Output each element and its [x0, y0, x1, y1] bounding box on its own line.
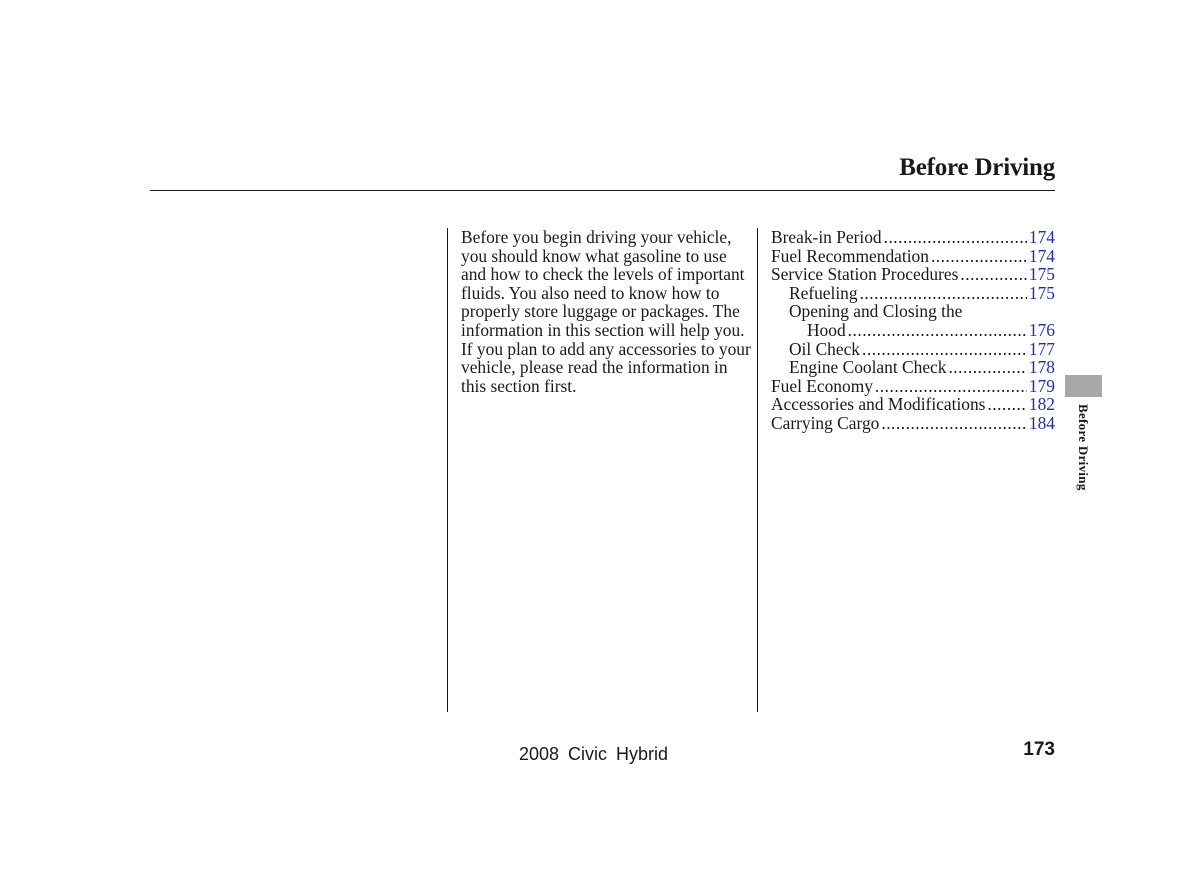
toc-page-link[interactable]: 176 — [1028, 319, 1055, 340]
toc-page-link[interactable]: 175 — [1028, 264, 1055, 285]
toc-item-title: Accessories and Modifications — [771, 394, 986, 415]
toc-dot-leader — [862, 340, 1027, 359]
toc-item-oil-check[interactable] — [771, 340, 1055, 359]
toc-item-title-continuation: Hood — [807, 319, 846, 340]
toc-item-refueling[interactable] — [771, 284, 1055, 303]
toc-page-link[interactable]: 184 — [1028, 412, 1055, 433]
toc-page-link[interactable]: 178 — [1028, 357, 1055, 378]
toc-page-link[interactable]: 179 — [1028, 375, 1055, 396]
page-number: 173 — [1023, 739, 1055, 760]
toc-item-title: Fuel Recommendation — [771, 245, 929, 266]
side-section-label: Before Driving — [1076, 404, 1091, 491]
toc-dot-leader — [860, 284, 1027, 303]
toc-item-title: Refueling — [789, 282, 858, 303]
toc-dot-leader — [881, 414, 1027, 433]
toc-item-break-in-period[interactable] — [771, 228, 1055, 247]
toc-item-title: Break-in Period — [771, 227, 882, 247]
toc-dot-leader — [960, 265, 1027, 284]
toc-dot-leader — [884, 228, 1027, 247]
toc-dot-leader — [948, 358, 1026, 377]
toc-item-title: Fuel Economy — [771, 375, 873, 396]
toc-dot-leader — [848, 321, 1027, 340]
toc-dot-leader — [875, 377, 1027, 396]
toc-item-fuel-economy[interactable] — [771, 377, 1055, 396]
header-rule — [150, 190, 1055, 191]
intro-paragraph: Before you begin driving your vehicle, you should know what gasoline to use and how to check the levels of important fluids. You also need to know how to properly store luggage or packages. The information in this section will help you. If you plan to add any accessories to your vehicle, please read the information in this section first. — [461, 227, 751, 396]
toc-item-engine-coolant-check[interactable] — [771, 358, 1055, 377]
column-divider-right — [757, 228, 758, 712]
toc-page-link[interactable]: 175 — [1028, 282, 1055, 303]
toc-item-opening-closing-hood-line1[interactable] — [771, 302, 1055, 321]
toc-page-link[interactable]: 174 — [1028, 227, 1055, 247]
toc-item-opening-closing-hood[interactable] — [771, 321, 1055, 340]
toc-item-title: Service Station Procedures — [771, 264, 959, 285]
footer-model-name: 2008 Civic Hybrid — [519, 744, 669, 764]
toc-item-carrying-cargo[interactable] — [771, 414, 1055, 433]
section-thumb-tab — [1065, 375, 1102, 397]
toc-dot-leader — [931, 247, 1027, 266]
toc-item-accessories-modifications[interactable] — [771, 395, 1055, 414]
toc-item-title: Opening and Closing the — [789, 301, 963, 322]
toc-item-service-station-procedures[interactable] — [771, 265, 1055, 284]
table-of-contents — [771, 228, 1055, 433]
toc-item-title: Engine Coolant Check — [789, 357, 947, 378]
toc-item-fuel-recommendation[interactable] — [771, 247, 1055, 266]
toc-dot-leader — [987, 395, 1026, 414]
column-divider-left — [447, 228, 448, 712]
toc-page-link[interactable]: 174 — [1028, 245, 1055, 266]
toc-item-title: Oil Check — [789, 338, 860, 359]
section-title: Before Driving — [899, 154, 1055, 181]
toc-page-link[interactable]: 177 — [1028, 338, 1055, 359]
toc-item-title: Carrying Cargo — [771, 412, 880, 433]
toc-page-link[interactable]: 182 — [1028, 394, 1055, 415]
